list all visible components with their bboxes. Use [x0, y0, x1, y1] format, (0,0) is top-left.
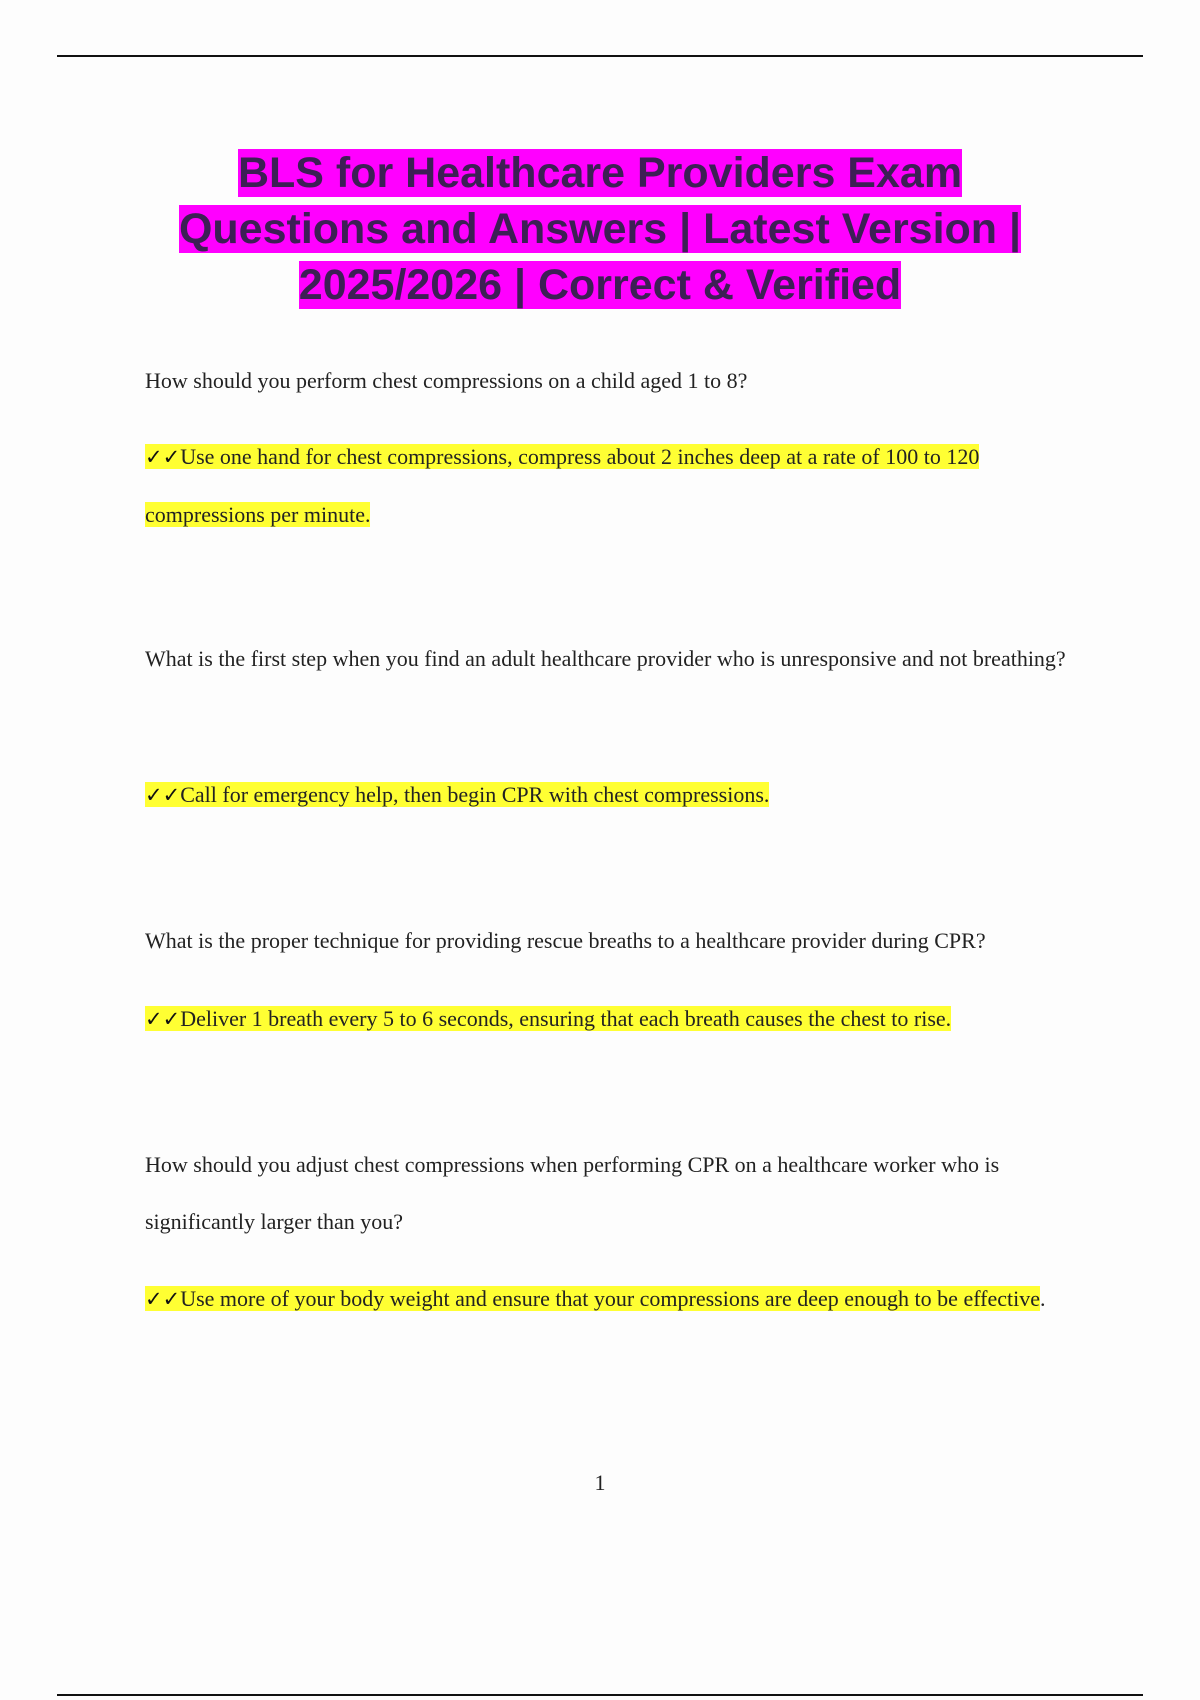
question-4: How should you adjust chest compressions when performing CPR on a healthcare worker who is significantly larger than you?: [145, 1152, 1000, 1234]
answer-4: [145, 1270, 1100, 1328]
answer-3: [145, 990, 1100, 1048]
answer-2-text: Call for emergency help, then begin CPR with chest compressions.: [180, 782, 770, 807]
double-check-icon: ✓✓: [145, 1287, 181, 1311]
question-2: What is the first step when you find an adult healthcare provider who is unresponsive and not breathing?: [145, 646, 1066, 671]
bottom-rule: [57, 1694, 1143, 1696]
answer-1-text: Use one hand for chest compressions, compress about 2 inches deep at a rate of 100 to 120 compressions per minute.: [145, 444, 980, 527]
double-check-icon: ✓✓: [145, 445, 181, 469]
answer-1: [145, 428, 1100, 543]
question-1: How should you perform chest compressions on a child aged 1 to 8?: [145, 368, 748, 393]
document-title: [130, 145, 1070, 313]
double-check-icon: ✓✓: [145, 1007, 181, 1031]
answer-1-highlight: [145, 444, 979, 527]
page-number: 1: [594, 1470, 606, 1495]
answer-4-highlight: [145, 1286, 1040, 1311]
answer-3-text: Deliver 1 breath every 5 to 6 seconds, ensuring that each breath causes the chest to rise.: [180, 1006, 952, 1031]
answer-2-highlight: [145, 782, 769, 807]
answer-4-text: Use more of your body weight and ensure that your compressions are deep enough to be effective: [180, 1286, 1040, 1311]
answer-2: [145, 766, 1100, 824]
answer-3-highlight: [145, 1006, 951, 1031]
document-title-text: BLS for Healthcare Providers Exam Questions and Answers | Latest Version | 2025/2026 | Correct & Verified: [178, 149, 1022, 309]
question-3: What is the proper technique for providing rescue breaths to a healthcare provider during CPR?: [145, 928, 986, 953]
top-rule: [57, 55, 1143, 57]
double-check-icon: ✓✓: [145, 783, 181, 807]
answer-4-tail: .: [1039, 1286, 1046, 1311]
